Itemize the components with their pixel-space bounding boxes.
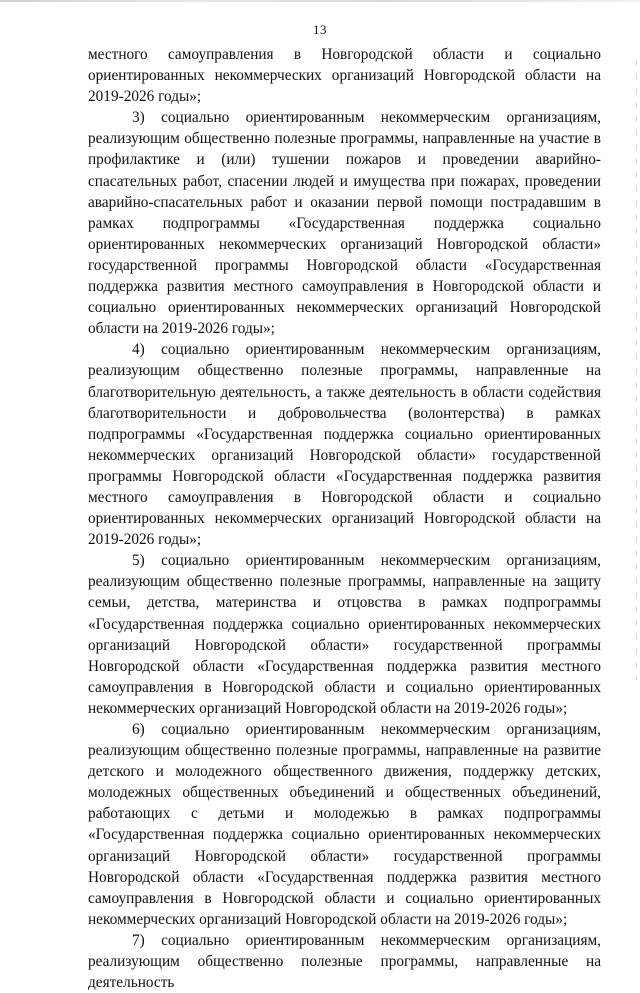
- paragraph-item-6: 6) социально ориентированным некоммерческим организациям, реализующим общественно полезные программы, направленные на развитие детского и молодежного общественного движения, поддержку детских, молодежных общественных объединений и общественных объединений, работающих с детьми и молодежью в рамках подпрограммы «Государственная поддержка социально ориентированных некоммерческих организаций Новгородской области» государственной программы Новгородской области «Государственная поддержка развития местного самоуправления в Новгородской области и социально ориентированных некоммерческих организаций Новгородской области на 2019-2026 годы»;: [88, 721, 601, 928]
- paragraph-item-7: 7) социально ориентированным некоммерческим организациям, реализующим общественно полезные программы, направленные на деятельность: [88, 931, 601, 992]
- page-number: 13: [313, 22, 327, 37]
- paragraph-continued: местного самоуправления в Новгородской области и социально ориентированных некоммерческих организаций Новгородской области на 2019-2026 годы»;: [88, 46, 601, 106]
- paragraph-item-3: 3) социально ориентированным некоммерческим организациям, реализующим общественно полезные программы, направленные на участие в профилактике и (или) тушении пожаров и проведении аварийно-спасательных работ, спасении людей и имущества при пожарах, проведении аварийно-спасательных работ и оказании первой помощи пострадавшим в рамках подпрограммы «Государственная поддержка социально ориентированных некоммерческих организаций Новгородской области» государственной программы Новгородской области «Государственная поддержка развития местного самоуправления в Новгородской области и социально ориентированных некоммерческих организаций Новгородской области на 2019-2026 годы»;: [88, 109, 601, 338]
- paragraph-item-5: 5) социально ориентированным некоммерческим организациям, реализующим общественно полезные программы, направленные на защиту семьи, детства, материнства и отцовства в рамках подпрограммы «Государственная поддержка социально ориентированных некоммерческих организаций Новгородской области» государственной программы Новгородской области «Государственная поддержка развития местного самоуправления в Новгородской области и социально ориентированных некоммерческих организаций Новгородской области на 2019-2026 годы»;: [88, 552, 601, 717]
- scan-edge-top: [0, 0, 640, 2]
- paragraph-item-4: 4) социально ориентированным некоммерческим организациям, реализующим общественно полезные программы, направленные на благотворительную деятельность, а также деятельность в области содействия благотворительности и добровольчества (волонтерства) в рамках подпрограммы «Государственная поддержка социально ориентированных некоммерческих организаций Новгородской области» государственной программы Новгородской области «Государственная поддержка развития местного самоуправления в Новгородской области и социально ориентированных некоммерческих организаций Новгородской области на 2019-2026 годы»;: [88, 341, 601, 549]
- scan-edge-right: [636, 60, 637, 680]
- document-body: [88, 44, 601, 993]
